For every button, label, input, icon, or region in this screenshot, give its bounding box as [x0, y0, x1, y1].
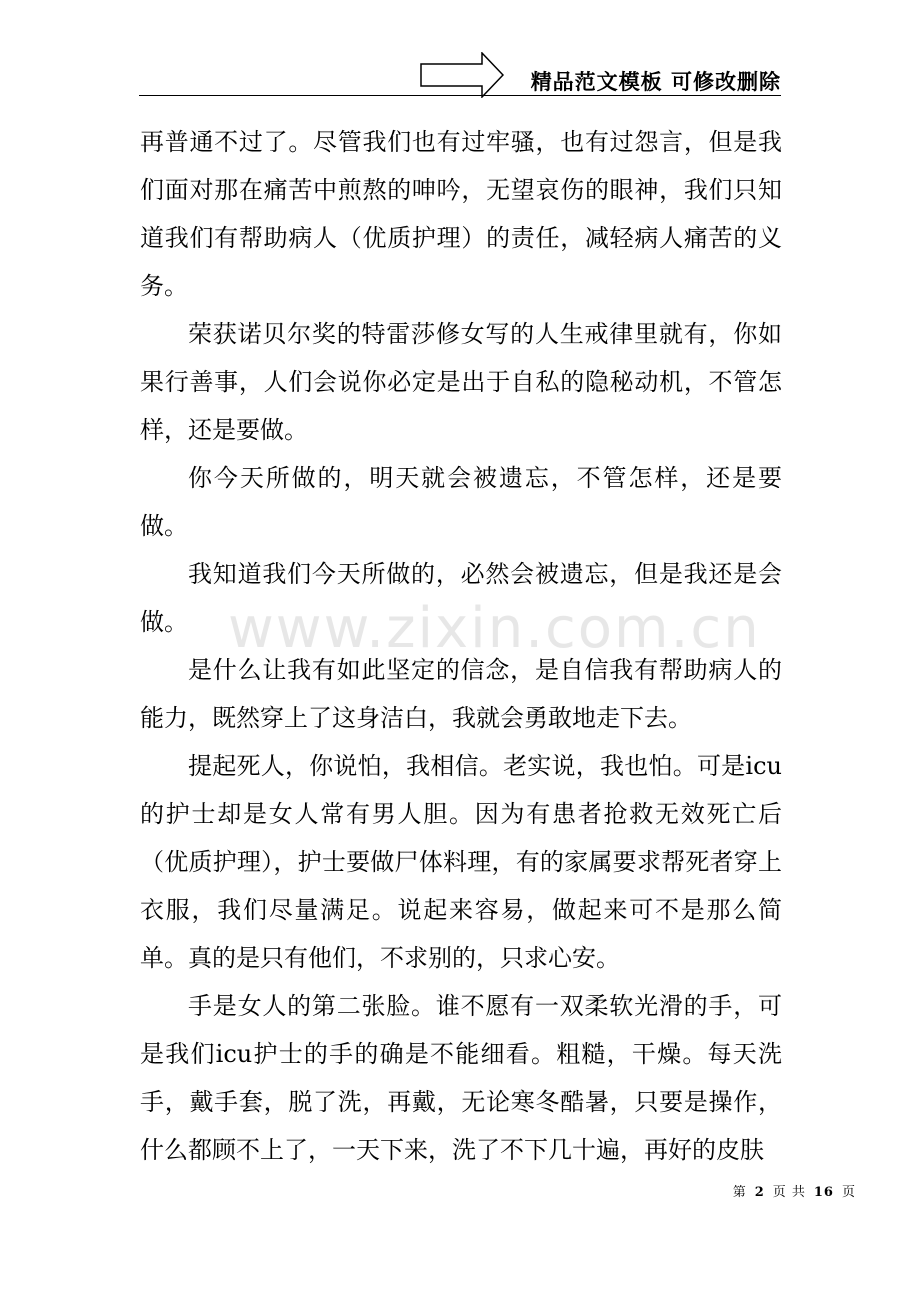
paragraph-1: 再普通不过了。尽管我们也有过牢骚，也有过怨言，但是我们面对那在痛苦中煎熬的呻吟，无望哀伤的眼神，我们只知道我们有帮助病人（优质护理）的责任，减轻病人痛苦的义务。 [140, 128, 782, 300]
header-divider [139, 95, 781, 96]
paragraph-5: 是什么让我有如此坚定的信念，是自信我有帮助病人的能力，既然穿上了这身洁白，我就会勇敢地走下去。 [140, 656, 782, 732]
right-arrow-outline-icon [420, 52, 504, 98]
footer-suffix: 页 [841, 1185, 856, 1200]
paragraph-4: 我知道我们今天所做的，必然会被遗忘，但是我还是会做。 [140, 560, 782, 636]
document-body [140, 118, 782, 1174]
footer-prefix: 第 [732, 1185, 747, 1200]
watermark: www.zixin.com.cn [228, 596, 761, 661]
footer-total-pages: 16 [813, 1185, 834, 1200]
page-footer [729, 1181, 860, 1200]
footer-middle: 页 共 [772, 1185, 806, 1200]
paragraph-6: 提起死人，你说怕，我相信。老实说，我也怕。可是icu的护士却是女人常有男人胆。因为有患者抢救无效死亡后（优质护理），护士要做尸体料理，有的家属要求帮死者穿上衣服，我们尽量满足。说起来容易，做起来可不是那么简单。真的是只有他们，不求别的，只求心安。 [140, 752, 782, 972]
page-header [0, 0, 920, 100]
paragraph-2: 荣获诺贝尔奖的特雷莎修女写的人生戒律里就有，你如果行善事，人们会说你必定是出于自私的隐秘动机，不管怎样，还是要做。 [140, 320, 782, 444]
paragraph-3: 你今天所做的，明天就会被遗忘，不管怎样，还是要做。 [140, 464, 782, 540]
header-title: 精品范文模板 可修改删除 [530, 70, 781, 94]
paragraph-7: 手是女人的第二张脸。谁不愿有一双柔软光滑的手，可是我们icu护士的手的确是不能细看。粗糙，干燥。每天洗手，戴手套，脱了洗，再戴，无论寒冬酷暑，只要是操作，什么都顾不上了，一天下来，洗了不下几十遍，再好的皮肤 [140, 992, 782, 1164]
footer-current-page: 2 [754, 1185, 765, 1200]
